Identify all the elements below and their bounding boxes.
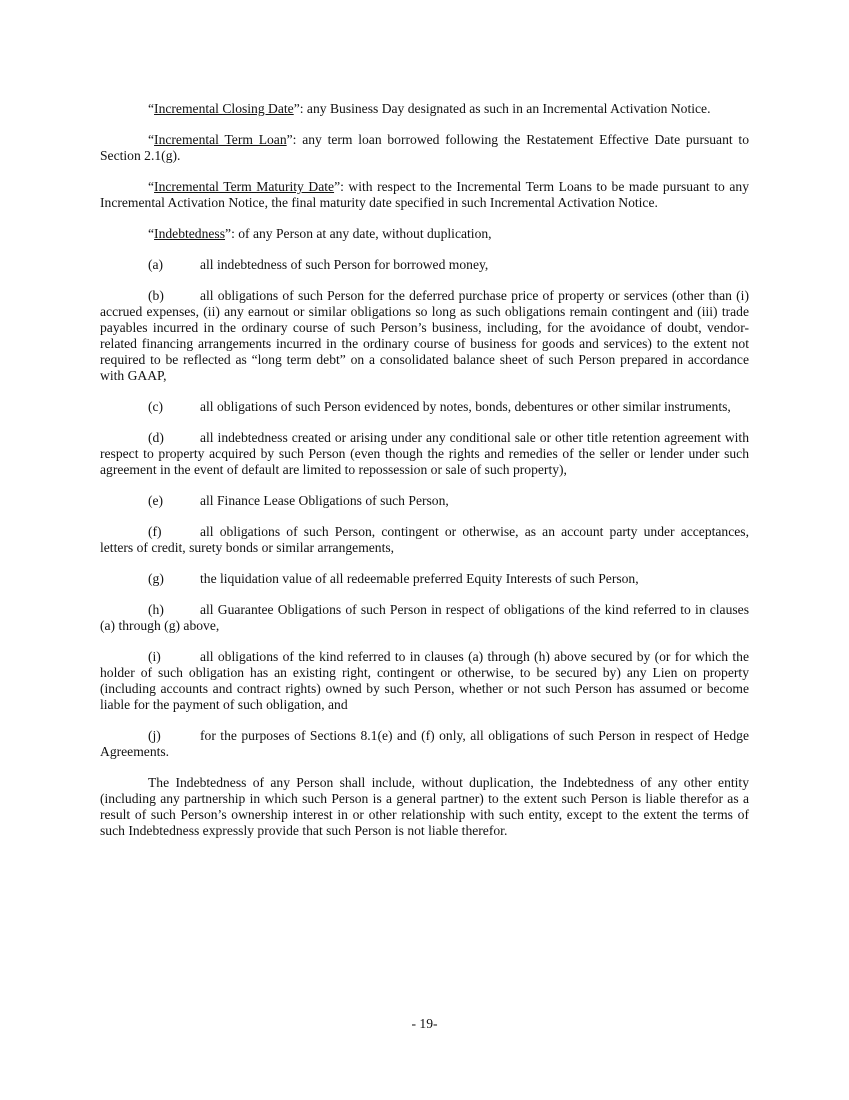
clause-label: (i) [148,649,161,664]
clause-c [100,399,749,415]
clause-label: (g) [148,571,164,586]
clause-d [100,430,749,478]
clause-b [100,288,749,384]
close-quote: ”: [334,179,344,194]
clause-label: (d) [148,430,164,445]
defined-term: Incremental Term Loan [154,132,287,147]
clause-text: all indebtedness created or arising under any conditional sale or other title retention agreement with respect to property acquired by such Person (even though the rights and remedies of the seller or lender under such agreement in the event of default are limited to repossession or sale of such property), [100,430,749,477]
open-quote: “ [148,132,155,147]
defined-term: Incremental Term Maturity Date [154,179,335,194]
close-quote: ”: [286,132,297,147]
clause-label: (j) [148,728,161,743]
clause-text: all obligations of such Person evidenced by notes, bonds, debentures or other similar instruments, [200,399,731,414]
definition-indebtedness [100,226,749,242]
clause-a [100,257,749,273]
clause-text: the liquidation value of all redeemable preferred Equity Interests of such Person, [200,571,639,586]
close-quote: ”: [293,101,304,116]
definition-text: of any Person at any date, without duplication, [234,226,492,241]
clause-j [100,728,749,760]
open-quote: “ [148,101,155,116]
document-body [100,101,749,854]
clause-text: all obligations of such Person, contingent or otherwise, as an account party under acceptances, letters of credit, surety bonds or similar arrangements, [100,524,749,555]
clause-i [100,649,749,713]
page-number: - 19- [411,1016,438,1031]
defined-term: Indebtedness [154,226,226,241]
definition-incremental-term-loan [100,132,749,164]
clause-text: for the purposes of Sections 8.1(e) and (f) only, all obligations of such Person in respect of Hedge Agreements. [100,728,749,759]
clause-text: all obligations of such Person for the deferred purchase price of property or services (other than (i) accrued expenses, (ii) any earnout or similar obligations so long as such obligations remain contingent and (iii) trade payables incurred in the ordinary course of such Person’s business, including, for the avoidance of doubt, vendor-related financing arrangements incurred in the ordinary course of business for goods and services) to the extent not required to be reflected as “long term debt” on a consolidated balance sheet of such Person prepared in accordance with GAAP, [100,288,749,383]
clause-label: (b) [148,288,164,303]
closing-paragraph: The Indebtedness of any Person shall include, without duplication, the Indebtedness of any other entity (including any partnership in which such Person is a general partner) to the extent such Person is liable therefor as a result of such Person’s ownership interest in or other relationship with such entity, except to the extent the terms of such Indebtedness expressly provide that such Person is not liable therefor. [100,775,749,838]
definition-incremental-closing-date [100,101,749,117]
clause-e [100,493,749,509]
clause-g [100,571,749,587]
clause-text: all indebtedness of such Person for borrowed money, [200,257,489,272]
close-quote: ”: [225,226,235,241]
definition-text: with respect to the Incremental Term Loans to be made pursuant to any Incremental Activation Notice, the final maturity date specified in such Incremental Activation Notice. [100,179,749,210]
clause-text: all Finance Lease Obligations of such Person, [200,493,449,508]
clause-text: all obligations of the kind referred to in clauses (a) through (h) above secured by (or for which the holder of such obligation has an existing right, contingent or otherwise, to be secured by) any Lien on property (including accounts and contract rights) owned by such Person, whether or not such Person has assumed or become liable for the payment of such obligation, and [100,649,749,712]
clause-text: all Guarantee Obligations of such Person in respect of obligations of the kind referred to in clauses (a) through (g) above, [100,602,749,633]
clause-label: (a) [148,257,164,272]
definition-text: any Business Day designated as such in an Incremental Activation Notice. [303,101,711,116]
open-quote: “ [148,226,155,241]
clause-label: (f) [148,524,162,539]
clause-f [100,524,749,556]
clause-label: (h) [148,602,164,617]
clause-label: (c) [148,399,164,414]
definition-incremental-term-maturity-date [100,179,749,211]
clause-label: (e) [148,493,164,508]
defined-term: Incremental Closing Date [154,101,294,116]
open-quote: “ [148,179,155,194]
definition-text: any term loan borrowed following the Restatement Effective Date pursuant to Section 2.1(g). [100,132,749,163]
clause-h [100,602,749,634]
